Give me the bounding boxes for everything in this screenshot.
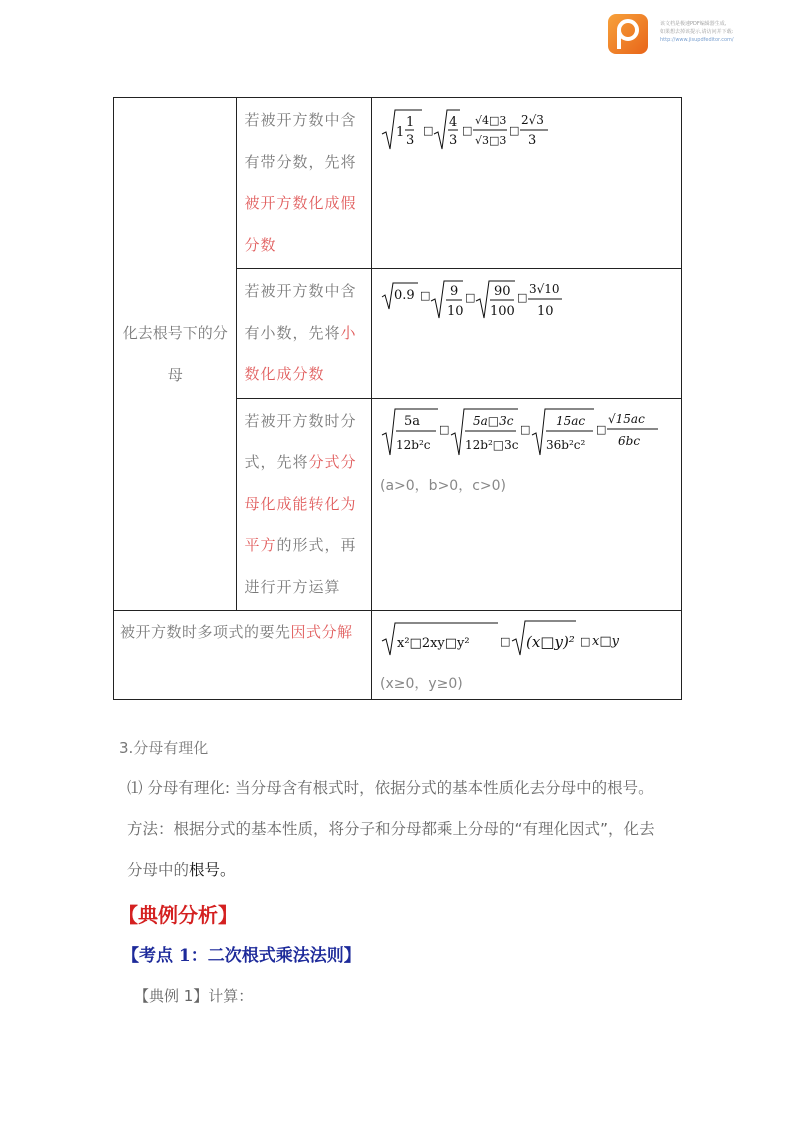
example-label: 【典例 1】计算： xyxy=(134,987,254,1005)
formula-polynomial xyxy=(380,617,670,659)
svg-text:x²□2xy□y²: x²□2xy□y² xyxy=(397,636,470,651)
row1-desc: 若被开方数中含有带分数，先将被开方数化成假分数 xyxy=(237,98,372,269)
svg-text:√15ac: √15ac xyxy=(608,411,645,426)
method-paragraph: 方法：根据分式的基本性质，将分子和分母都乘上分母的“有理化因式”，化去 xyxy=(127,820,655,838)
svg-text:□: □ xyxy=(500,635,511,648)
row1-formula xyxy=(372,98,682,269)
category-cell: 化去根号下的分母 xyxy=(114,98,237,611)
row3-note: (a>0，b>0，c>0) xyxy=(380,477,506,494)
svg-text:12b²c: 12b²c xyxy=(396,437,431,452)
svg-text:3√10: 3√10 xyxy=(529,282,560,296)
svg-text:10: 10 xyxy=(537,304,554,319)
formula-fraction xyxy=(380,405,675,463)
svg-text:12b²□3c: 12b²□3c xyxy=(465,437,519,452)
svg-text:□: □ xyxy=(465,291,476,304)
svg-text:6bc: 6bc xyxy=(618,433,641,448)
svg-text:15ac: 15ac xyxy=(556,413,586,428)
svg-text:□: □ xyxy=(439,422,450,436)
svg-text:1: 1 xyxy=(406,115,415,130)
svg-text:3: 3 xyxy=(449,133,458,148)
svg-text:36b²c²: 36b²c² xyxy=(546,437,586,452)
svg-text:10: 10 xyxy=(447,304,464,319)
svg-text:□: □ xyxy=(596,422,607,436)
svg-text:□: □ xyxy=(423,124,434,137)
row2-desc: 若被开方数中含有小数，先将小数化成分数 xyxy=(237,269,372,399)
rules-table xyxy=(113,97,682,700)
svg-text:5a□3c: 5a□3c xyxy=(473,413,514,428)
svg-text:1: 1 xyxy=(396,125,405,140)
svg-text:(x□y)²: (x□y)² xyxy=(526,633,575,651)
row2-formula xyxy=(372,269,682,399)
svg-text:5a: 5a xyxy=(404,413,421,429)
method-paragraph-cont: 分母中的根号。 xyxy=(127,861,236,879)
svg-text:√4□3: √4□3 xyxy=(475,114,507,127)
example-analysis-heading: 【典例分析】 xyxy=(118,903,238,927)
pdf-editor-logo xyxy=(608,14,648,54)
watermark-text: 该文档是极速PDF编辑器生成, 如果想去掉该提示,请访问并下载: http://www.jisupdfeditor.com/ xyxy=(660,21,734,43)
svg-text:□: □ xyxy=(517,291,528,304)
svg-text:4: 4 xyxy=(449,115,458,130)
svg-text:0.9: 0.9 xyxy=(394,288,415,303)
section-title: 3.分母有理化 xyxy=(119,739,209,757)
formula-decimal xyxy=(380,275,580,331)
svg-text:□: □ xyxy=(462,124,473,137)
svg-text:√3□3: √3□3 xyxy=(475,134,507,147)
svg-text:9: 9 xyxy=(450,284,459,299)
svg-text:□: □ xyxy=(509,124,520,137)
svg-text:3: 3 xyxy=(406,133,415,148)
polynomial-formula xyxy=(372,611,682,700)
definition-paragraph: ⑴ 分母有理化: 当分母含有根式时，依据分式的基本性质化去分母中的根号。 xyxy=(127,779,654,797)
svg-text:□: □ xyxy=(580,635,591,648)
svg-text:3: 3 xyxy=(528,133,537,148)
svg-text:100: 100 xyxy=(490,304,515,319)
row3-desc: 若被开方数时分式，先将分式分母化成能转化为平方的形式，再进行开方运算 xyxy=(237,398,372,611)
svg-text:□: □ xyxy=(420,289,431,302)
svg-text:x□y: x□y xyxy=(592,634,619,649)
row3-formula xyxy=(372,398,682,611)
polynomial-note: (x≥0，y≥0) xyxy=(380,676,463,692)
svg-text:2√3: 2√3 xyxy=(521,113,544,127)
formula-mixed-number xyxy=(380,104,580,160)
svg-text:90: 90 xyxy=(494,284,511,299)
svg-text:□: □ xyxy=(520,422,531,436)
topic-heading: 【考点 1：二次根式乘法法则】 xyxy=(122,946,361,966)
polynomial-desc: 被开方数时多项式的要先因式分解 xyxy=(114,611,372,700)
